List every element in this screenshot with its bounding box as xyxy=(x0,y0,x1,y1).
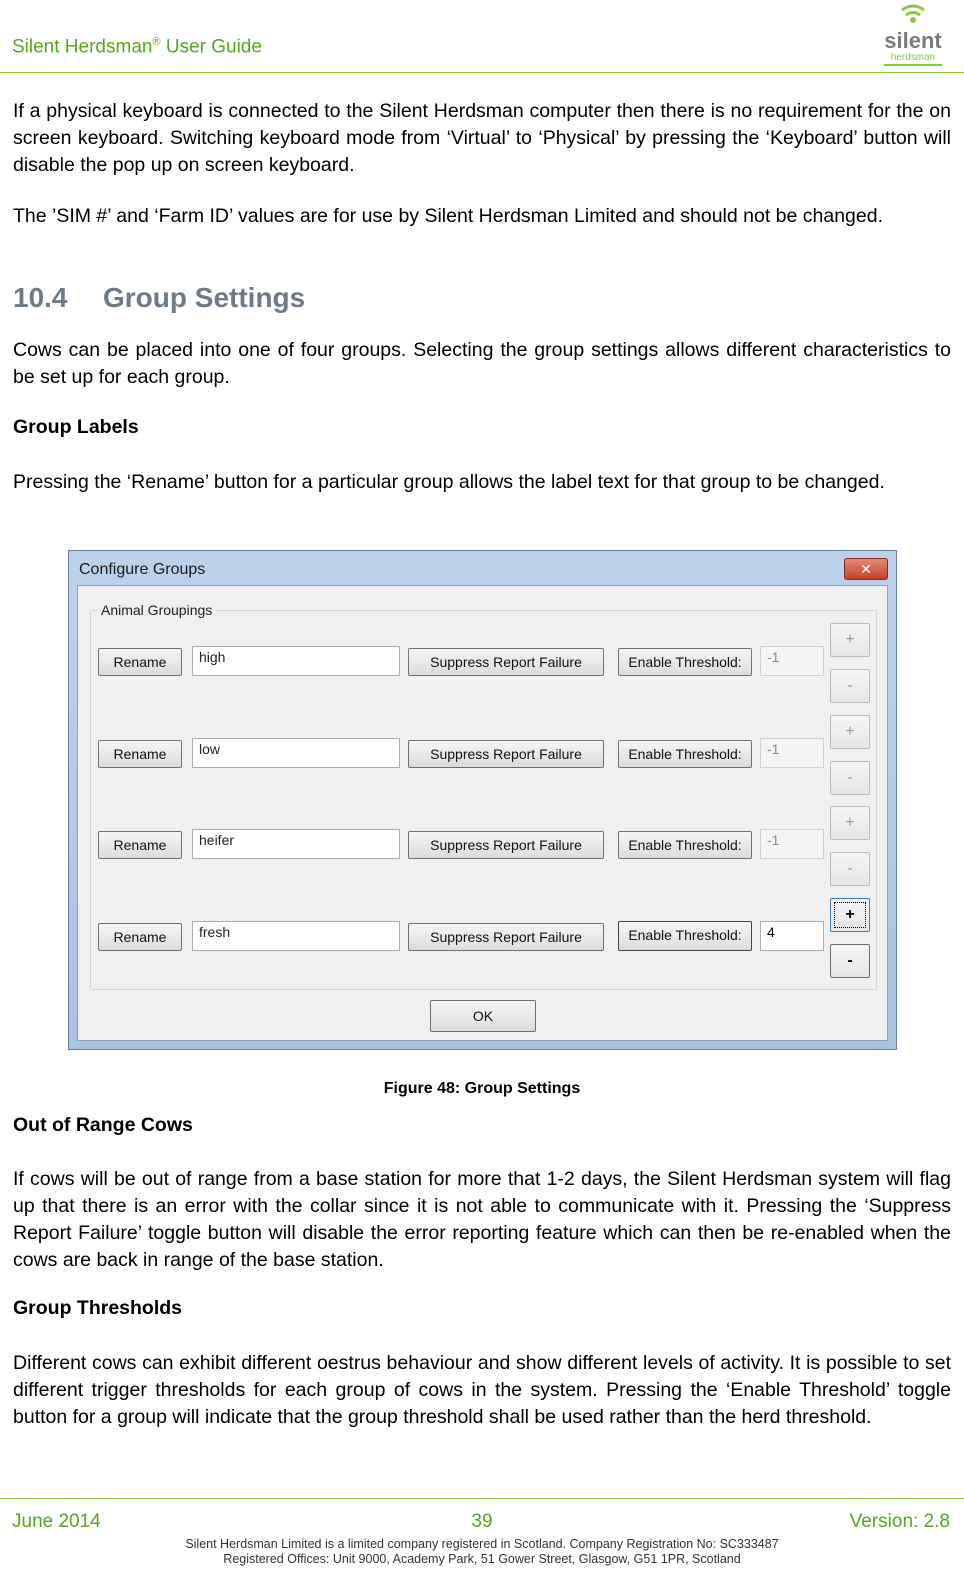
intro-paragraph-sim: The ’SIM #’ and ‘Farm ID’ values are for use by Silent Herdsman Limited and should not be changed. xyxy=(13,205,884,227)
header-rule xyxy=(0,72,964,73)
out-of-range-heading: Out of Range Cows xyxy=(13,1114,193,1136)
group-labels-heading: Group Labels xyxy=(13,416,139,438)
footer-rule xyxy=(0,1498,964,1499)
enable-threshold-button[interactable]: Enable Threshold: xyxy=(618,648,752,676)
section-heading: 10.4 Group Settings xyxy=(13,282,306,313)
group-name-input[interactable]: heifer xyxy=(192,829,400,859)
threshold-decrement-button[interactable]: - xyxy=(830,761,870,795)
out-of-range-paragraph: If cows will be out of range from a base station for more that 1-2 days, the Silent Herdsman system will flag up that there is an error with the collar since it is not able to communicate with it. Pressing the ‘Suppress Report Failure’ toggle button will disable the error reporting feature which can then be re-enabled when the cows are back in range of the base station. xyxy=(13,1168,951,1271)
rename-button[interactable]: Rename xyxy=(98,648,182,676)
threshold-decrement-button[interactable]: - xyxy=(830,944,870,978)
group-thresholds-heading: Group Thresholds xyxy=(13,1297,183,1319)
intro-paragraph-keyboard: If a physical keyboard is connected to the Silent Herdsman computer then there is no requirement for the on screen keyboard. Switching keyboard mode from ‘Virtual’ to ‘Physical’ by pressing the ‘Keyboard’ button will disable the pop up on screen keyboard. xyxy=(13,100,951,176)
threshold-increment-button[interactable]: + xyxy=(830,715,870,749)
enable-threshold-button[interactable]: Enable Threshold: xyxy=(618,831,752,859)
threshold-decrement-button[interactable]: - xyxy=(830,669,870,703)
suppress-report-failure-button[interactable]: Suppress Report Failure xyxy=(408,740,604,768)
header-title: Silent Herdsman® User Guide xyxy=(12,36,262,58)
ok-button[interactable]: OK xyxy=(430,1000,536,1032)
suppress-report-failure-button[interactable]: Suppress Report Failure xyxy=(408,923,604,951)
figure-caption: Figure 48: Group Settings xyxy=(383,1080,581,1097)
group-labels-paragraph: Pressing the ‘Rename’ button for a particular group allows the label text for that group to be changed. xyxy=(13,471,885,493)
threshold-input[interactable]: -1 xyxy=(760,646,824,676)
svg-text:herdsman: herdsman xyxy=(890,52,936,63)
section-paragraph: Cows can be placed into one of four groups. Selecting the group settings allows different characteristics to be set up for each group. xyxy=(13,339,951,388)
threshold-increment-button[interactable]: + xyxy=(830,806,870,840)
dialog-title: Configure Groups xyxy=(79,561,206,578)
svg-text:silent: silent xyxy=(884,28,942,53)
group-name-input[interactable]: fresh xyxy=(192,921,400,951)
enable-threshold-button[interactable]: Enable Threshold: xyxy=(618,921,752,951)
footer-page-number: 39 xyxy=(471,1511,493,1532)
enable-threshold-button[interactable]: Enable Threshold: xyxy=(618,740,752,768)
rename-button[interactable]: Rename xyxy=(98,831,182,859)
footer-company-line: Silent Herdsman Limited is a limited company registered in Scotland. Company Registration No: SC333487 xyxy=(185,1537,779,1551)
suppress-report-failure-button[interactable]: Suppress Report Failure xyxy=(408,648,604,676)
suppress-report-failure-button[interactable]: Suppress Report Failure xyxy=(408,831,604,859)
configure-groups-dialog xyxy=(68,550,897,1050)
group-thresholds-paragraph: Different cows can exhibit different oestrus behaviour and show different levels of activity. It is possible to set different trigger thresholds for each group of cows in the system. Pressing the ‘Enable Threshold’ toggle button for a group will indicate that the group threshold shall be used rather than the herd threshold. xyxy=(13,1352,951,1428)
threshold-input[interactable]: 4 xyxy=(760,921,824,951)
group-name-input[interactable]: high xyxy=(192,646,400,676)
rename-button[interactable]: Rename xyxy=(98,740,182,768)
threshold-increment-button[interactable]: + xyxy=(830,623,870,657)
threshold-increment-button[interactable]: + xyxy=(830,898,870,932)
dialog-body xyxy=(77,585,888,1041)
rename-button[interactable]: Rename xyxy=(98,923,182,951)
footer-date: June 2014 xyxy=(12,1511,101,1532)
threshold-decrement-button[interactable]: - xyxy=(830,852,870,886)
footer-address-line: Registered Offices: Unit 9000, Academy Park, 51 Gower Street, Glasgow, G51 1PR, Scotland xyxy=(223,1552,741,1566)
group-name-input[interactable]: low xyxy=(192,738,400,768)
silent-herdsman-logo xyxy=(878,0,948,70)
threshold-input[interactable]: -1 xyxy=(760,829,824,859)
threshold-input[interactable]: -1 xyxy=(760,738,824,768)
footer-version: Version: 2.8 xyxy=(849,1511,950,1532)
animal-groupings-legend: Animal Groupings xyxy=(98,602,215,618)
close-icon[interactable]: ✕ xyxy=(844,558,888,580)
